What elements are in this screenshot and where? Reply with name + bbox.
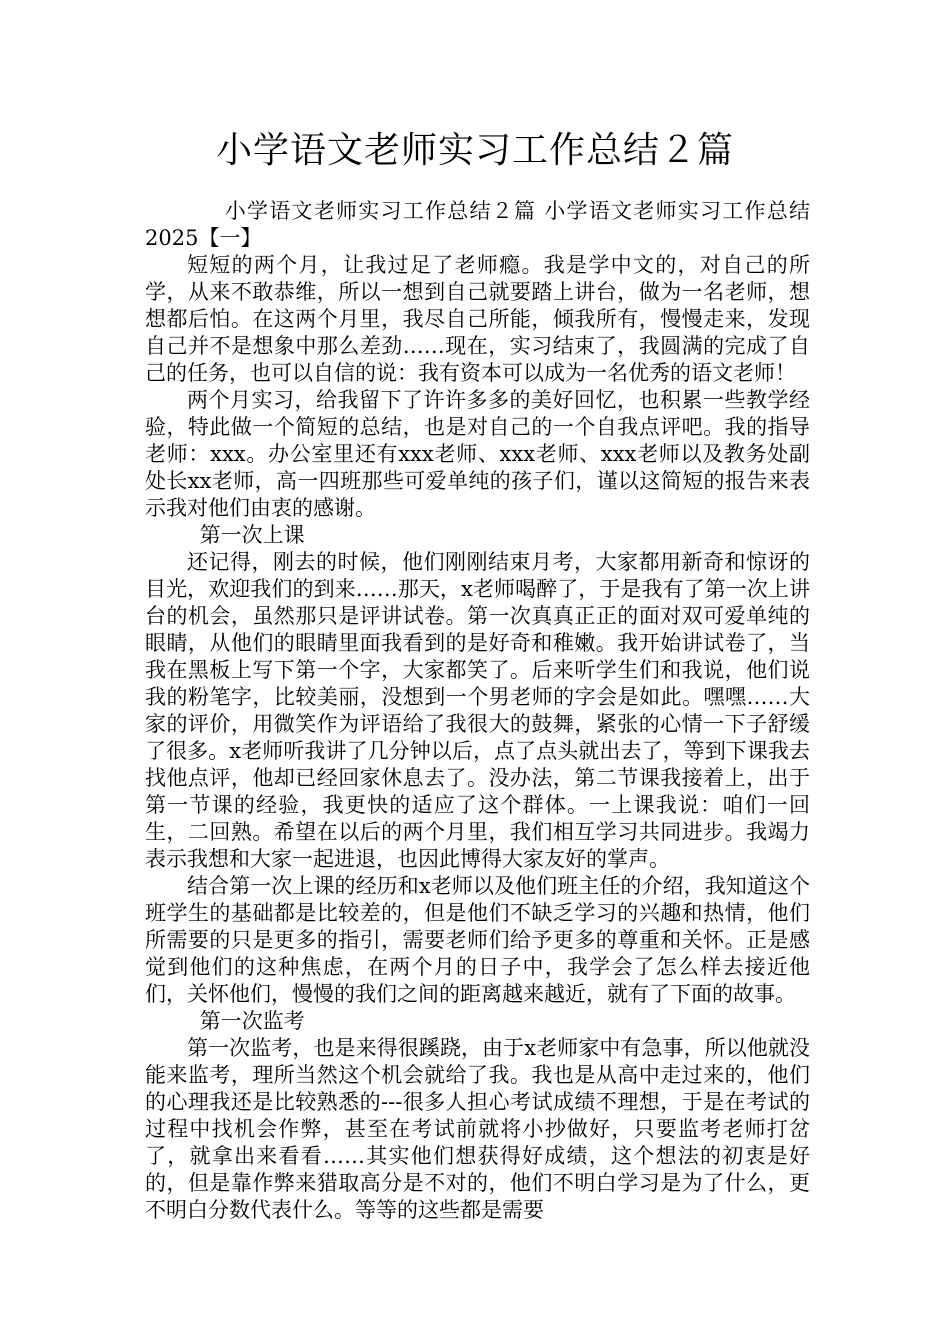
section-heading: 第一次监考	[199, 1009, 305, 1033]
body-paragraph: 结合第一次上课的经历和x老师以及他们班主任的介绍，我知道这个班学生的基础都是比较差的，但是他们不缺乏学习的兴趣和热情，他们所需要的只是更多的指引，需要老师们给予更多的尊重和关怀。正是感觉到他们的这种焦虑，在两个月的日子中，我学会了怎么样去接近他们，关怀他们，慢慢的我们之间的距离越来越近，就有了下面的故事。	[145, 874, 810, 1006]
body-paragraph: 短短的两个月，让我过足了老师瘾。我是学中文的，对自己的所学，从来不敢恭维，所以一想到自己就要踏上讲台，做为一名老师，想想都后怕。在这两个月里，我尽自己所能，倾我所有，慢慢走来，发现自己并不是想象中那么差劲……现在，实习结束了，我圆满的完成了自己的任务，也可以自信的说：我有资本可以成为一名优秀的语文老师！	[145, 253, 810, 385]
body-paragraph: 还记得，刚去的时候，他们刚刚结束月考，大家都用新奇和惊讶的目光，欢迎我们的到来……那天，x老师喝醉了，于是我有了第一次上讲台的机会，虽然那只是评讲试卷。第一次真真正正的面对双可爱单纯的眼睛，从他们的眼睛里面我看到的是好奇和稚嫩。我开始讲试卷了，当我在黑板上写下第一个字，大家都笑了。后来听学生们和我说，他们说我的粉笔字，比较美丽，没想到一个男老师的字会是如此。嘿嘿……大家的评价，用微笑作为评语给了我很大的鼓舞，紧张的心情一下子舒缓了很多。x老师听我讲了几分钟以后，点了点头就出去了，等到下课我去找他点评，他却已经回家休息去了。没办法，第二节课我接着上，出于第一节课的经验，我更快的适应了这个群体。一上课我说：咱们一回生，二回熟。希望在以后的两个月里，我们相互学习共同进步。我竭力表示我想和大家一起进退，也因此博得大家友好的掌声。	[145, 550, 810, 871]
document-body	[145, 198, 810, 1224]
section-heading: 第一次上课	[199, 523, 305, 547]
document-title: 小学语文老师实习工作总结２篇	[215, 130, 734, 171]
body-paragraph: 两个月实习，给我留下了许许多多的美好回忆，也积累一些教学经验，特此做一个简短的总结，也是对自己的一个自我点评吧。我的指导老师：xxx。办公室里还有xxx老师、xxx老师、xxx老师以及教务处副处长xx老师，高一四班那些可爱单纯的孩子们，谨以这简短的报告来表示我对他们由衷的感谢。	[145, 388, 810, 520]
intro-paragraph: 小学语文老师实习工作总结２篇 小学语文老师实习工作总结2025【一】	[145, 199, 810, 250]
body-paragraph: 第一次监考，也是来得很蹊跷，由于x老师家中有急事，所以他就没能来监考，理所当然这个机会就给了我。我也是从高中走过来的，他们的心理我还是比较熟悉的---很多人担心考试成绩不理想，于是在考试的过程中找机会作弊，甚至在考试前就将小抄做好，只要监考老师打岔了，就拿出来看看……其实他们想获得好成绩，这个想法的初衷是好的，但是靠作弊来猎取高分是不对的，他们不明白学习是为了什么，更不明白分数代表什么。等等的这些都是需要	[145, 1036, 810, 1222]
